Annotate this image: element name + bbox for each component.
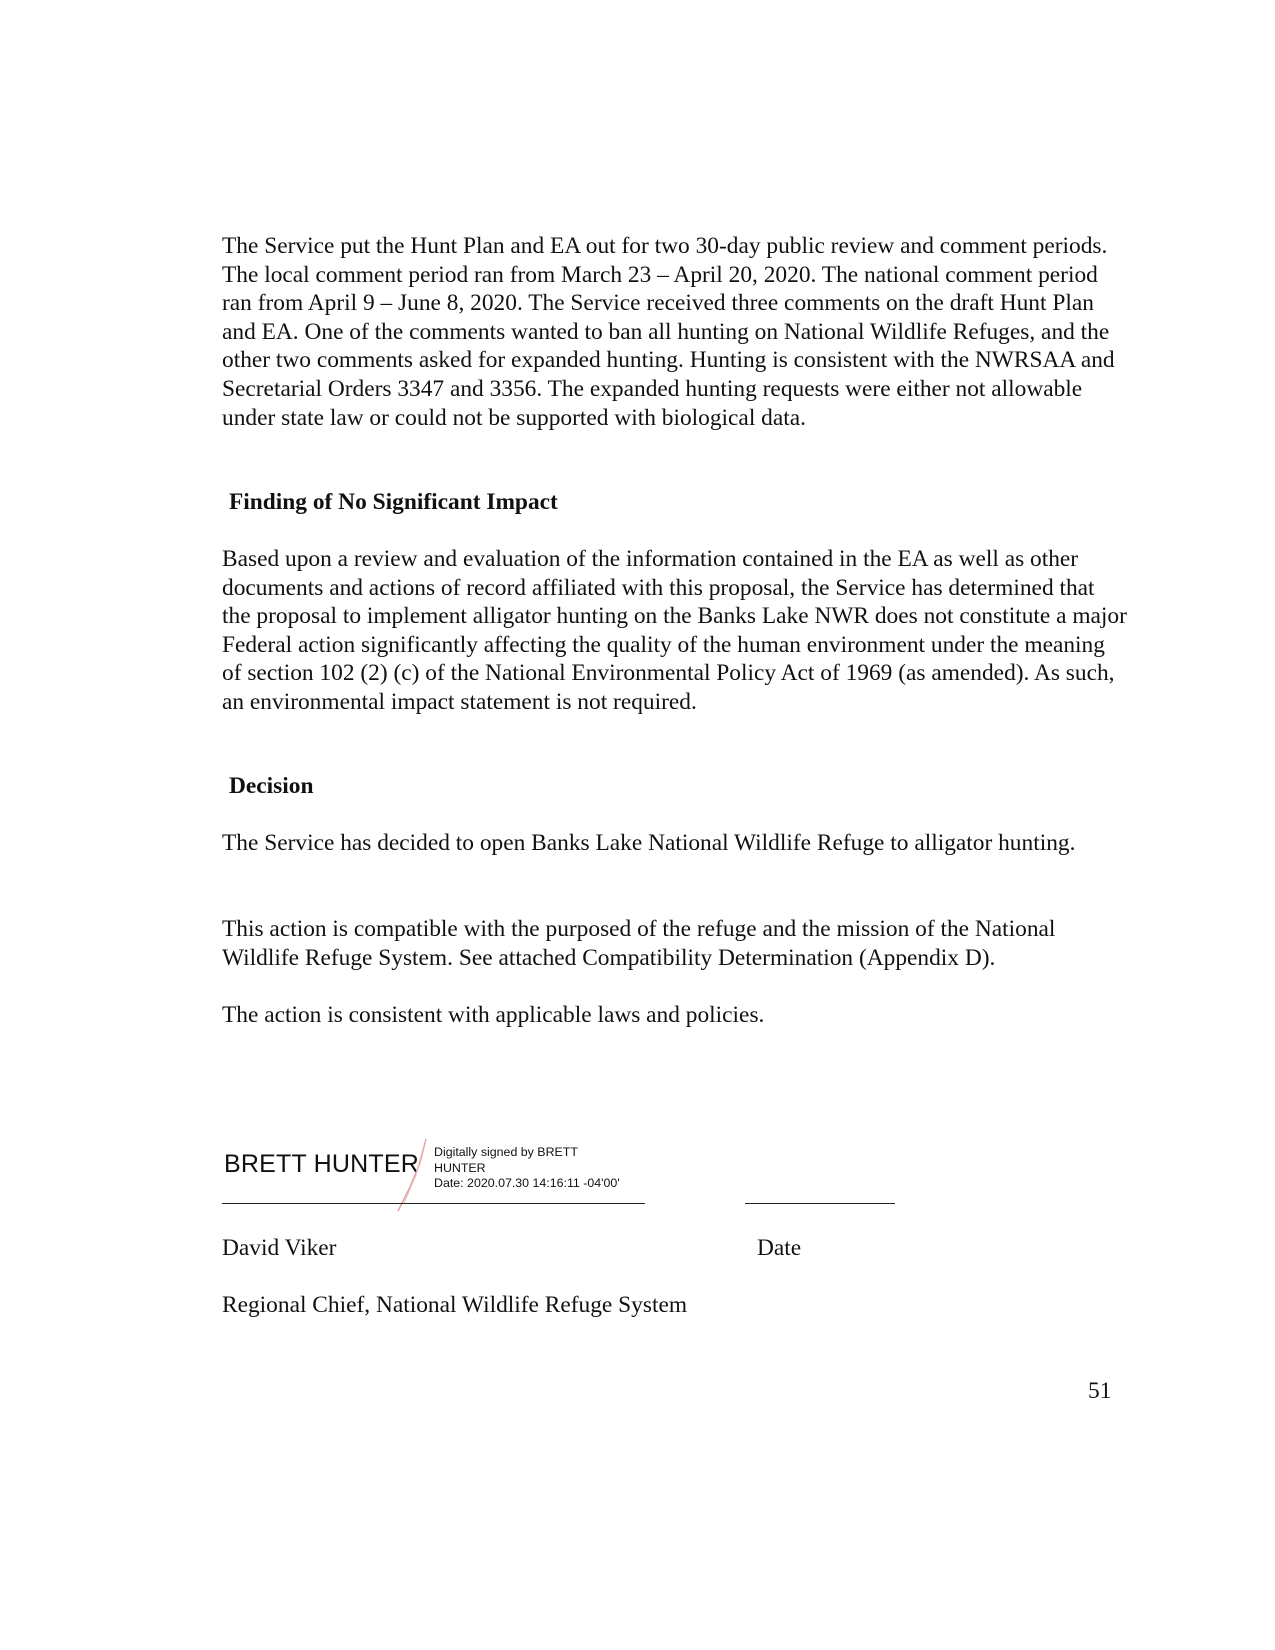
compatibility-paragraph: This action is compatible with the purposed of the refuge and the mission of the National Wildlife Refuge System. See attached Compatibility Determination (Appendix D). <box>222 916 1056 971</box>
consistency-paragraph: The action is consistent with applicable laws and policies. <box>222 1002 765 1028</box>
digital-signature-line-1: Digitally signed by BRETT <box>434 1145 578 1159</box>
digital-signature-details <box>434 1145 654 1192</box>
date-label: Date <box>757 1235 802 1261</box>
fonsi-paragraph: Based upon a review and evaluation of the information contained in the EA as well as other documents and actions of record affiliated with this proposal, the Service has determined that the proposal to implement alligator hunting on the Banks Lake NWR does not constitute a major Federal action significantly affecting the quality of the human environment under the meaning of section 102 (2) (c) of the National Environmental Policy Act of 1969 (as amended). As such, an environmental impact statement is not required. <box>222 546 1127 715</box>
date-line <box>745 1203 895 1204</box>
signature-mark-stroke <box>398 1139 426 1211</box>
fonsi-heading: Finding of No Significant Impact <box>229 489 558 515</box>
signature-line <box>222 1203 645 1204</box>
signer-title: Regional Chief, National Wildlife Refuge System <box>222 1292 688 1318</box>
page-number: 51 <box>1088 1378 1112 1404</box>
comment-period-paragraph: The Service put the Hunt Plan and EA out for two 30-day public review and comment periods. The local comment period ran from March 23 – April 20, 2020. The national comment period ran from April 9 – June 8, 2020. The Service received three comments on the draft Hunt Plan and EA. One of the comments wanted to ban all hunting on National Wildlife Refuges, and the other two comments asked for expanded hunting. Hunting is consistent with the NWRSAA and Secretarial Orders 3347 and 3356. The expanded hunting requests were either not allowable under state law or could not be supported with biological data. <box>222 233 1115 431</box>
digital-signature-line-3: Date: 2020.07.30 14:16:11 -04'00' <box>434 1176 620 1190</box>
digital-signature-line-2: HUNTER <box>434 1160 486 1175</box>
decision-heading: Decision <box>229 773 314 799</box>
signer-name: David Viker <box>222 1235 337 1261</box>
decision-paragraph: The Service has decided to open Banks Lake National Wildlife Refuge to alligator hunting. <box>222 830 1076 856</box>
digital-signature-name: BRETT HUNTER <box>224 1150 420 1178</box>
